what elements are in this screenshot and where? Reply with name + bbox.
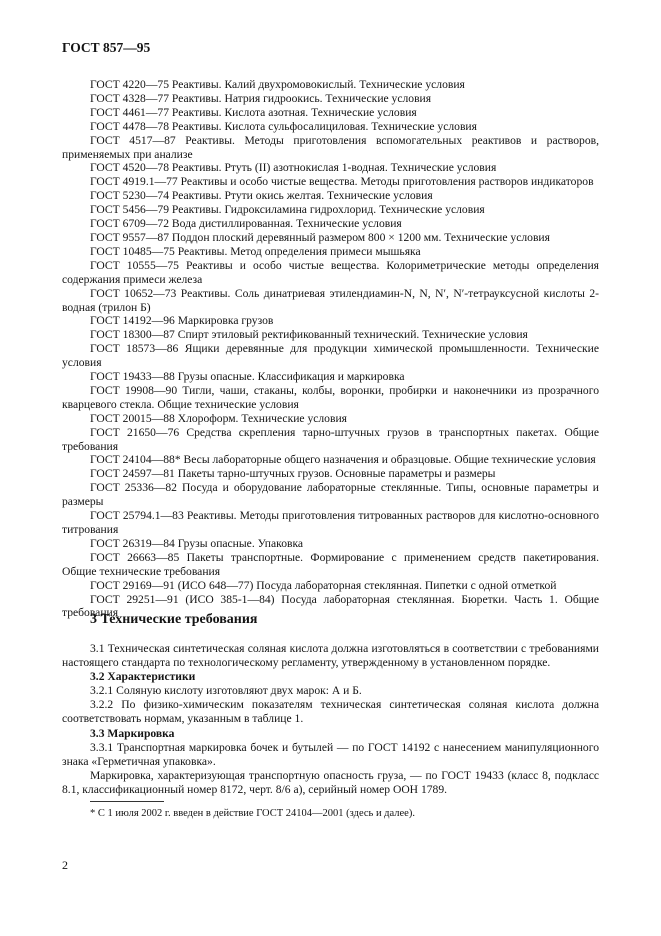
subsection-heading-3-3: 3.3 Маркировка xyxy=(90,726,175,740)
reference-item: ГОСТ 26663—85 Пакеты транспортные. Формирование с применением средств пакетирования. Общие технические требования xyxy=(62,550,599,578)
reference-item: ГОСТ 14192—96 Маркировка грузов xyxy=(90,314,274,328)
footnote: * С 1 июля 2002 г. введен в действие ГОСТ 24104—2001 (здесь и далее). xyxy=(90,808,415,819)
reference-item: ГОСТ 24104—88* Весы лабораторные общего назначения и образцовые. Общие технические условия xyxy=(90,453,596,467)
reference-item: ГОСТ 10555—75 Реактивы и особо чистые вещества. Колориметрические методы определения содержания примеси железа xyxy=(62,258,599,286)
reference-item: ГОСТ 19433—88 Грузы опасные. Классификация и маркировка xyxy=(90,370,405,384)
reference-item: ГОСТ 29251—91 (ИСО 385-1—84) Посуда лабораторная стеклянная. Бюретки. Часть 1. Общие требования xyxy=(62,592,599,620)
reference-item: ГОСТ 25336—82 Посуда и оборудование лабораторные стеклянные. Типы, основные параметры и размеры xyxy=(62,481,599,509)
page-header: ГОСТ 857—95 xyxy=(62,40,151,55)
reference-item: ГОСТ 4919.1—77 Реактивы и особо чистые вещества. Методы приготовления растворов индикаторов xyxy=(90,175,594,189)
paragraph-3-1: 3.1 Техническая синтетическая соляная кислота должна изготовляться в соответствии с требованиями настоящего стандарта по технологическому регламенту, утвержденному в установленном порядке. xyxy=(62,642,599,670)
section-body xyxy=(62,642,599,797)
reference-item: ГОСТ 24597—81 Пакеты тарно-штучных грузов. Основные параметры и размеры xyxy=(90,467,496,481)
section-heading: 3 Технические требования xyxy=(90,612,258,627)
reference-item: ГОСТ 29169—91 (ИСО 648—77) Посуда лабораторная стеклянная. Пипетки с одной отметкой xyxy=(90,578,557,592)
reference-item: ГОСТ 4517—87 Реактивы. Методы приготовления вспомогательных реактивов и растворов, применяемых при анализе xyxy=(62,133,599,161)
subsection-heading-3-2: 3.2 Характеристики xyxy=(90,670,196,684)
reference-item: ГОСТ 18573—86 Ящики деревянные для продукции химической промышленности. Технические условия xyxy=(62,342,599,370)
reference-item: ГОСТ 4478—78 Реактивы. Кислота сульфосалициловая. Технические условия xyxy=(90,119,477,133)
page-number: 2 xyxy=(62,858,68,872)
footnote-separator xyxy=(90,801,164,802)
reference-item: ГОСТ 4328—77 Реактивы. Натрия гидроокись. Технические условия xyxy=(90,91,432,105)
reference-item: ГОСТ 18300—87 Спирт этиловый ректификованный технический. Технические условия xyxy=(90,328,528,342)
reference-item: ГОСТ 6709—72 Вода дистиллированная. Технические условия xyxy=(90,217,402,231)
reference-item: ГОСТ 10485—75 Реактивы. Метод определения примеси мышьяка xyxy=(90,244,421,258)
reference-item: ГОСТ 4520—78 Реактивы. Ртуть (II) азотнокислая 1-водная. Технические условия xyxy=(90,161,497,175)
normative-references-list xyxy=(62,78,599,620)
reference-item: ГОСТ 25794.1—83 Реактивы. Методы приготовления титрованных растворов для кислотно-основного титрования xyxy=(62,509,599,536)
reference-item: ГОСТ 10652—73 Реактивы. Соль динатриевая этилендиамин-N, N, N′, N′-тетрауксусной кислоты 2-водная (трилон Б) xyxy=(62,286,599,314)
paragraph-3-3-1: 3.3.1 Транспортная маркировка бочек и бутылей — по ГОСТ 14192 с нанесением манипуляционного знака «Герметичная упаковка». xyxy=(62,740,599,768)
reference-item: ГОСТ 4220—75 Реактивы. Калий двухромовокислый. Технические условия xyxy=(90,78,465,91)
reference-item: ГОСТ 20015—88 Хлороформ. Технические условия xyxy=(90,411,347,425)
reference-item: ГОСТ 5230—74 Реактивы. Ртути окись желтая. Технические условия xyxy=(90,189,433,203)
paragraph-marking: Маркировка, характеризующая транспортную опасность груза, — по ГОСТ 19433 (класс 8, подкласс 8.1, классификационный номер 8172, черт. 8/6 а), серийный номер ООН 1789. xyxy=(62,768,599,796)
reference-item: ГОСТ 4461—77 Реактивы. Кислота азотная. Технические условия xyxy=(90,105,417,119)
reference-item: ГОСТ 9557—87 Поддон плоский деревянный размером 800 × 1200 мм. Технические условия xyxy=(90,230,550,244)
reference-item: ГОСТ 5456—79 Реактивы. Гидроксиламина гидрохлорид. Технические условия xyxy=(90,203,485,217)
reference-item: ГОСТ 19908—90 Тигли, чаши, стаканы, колбы, воронки, пробирки и наконечники из прозрачного кварцевого стекла. Общие технические условия xyxy=(62,383,599,411)
paragraph-3-2-2: 3.2.2 По физико-химическим показателям техническая синтетическая соляная кислота должна соответствовать нормам, указанным в таблице 1. xyxy=(62,698,599,726)
reference-item: ГОСТ 21650—76 Средства скрепления тарно-штучных грузов в транспортных пакетах. Общие требования xyxy=(62,425,599,453)
paragraph-3-2-1: 3.2.1 Соляную кислоту изготовляют двух марок: А и Б. xyxy=(90,684,362,698)
reference-item: ГОСТ 26319—84 Грузы опасные. Упаковка xyxy=(90,536,304,550)
